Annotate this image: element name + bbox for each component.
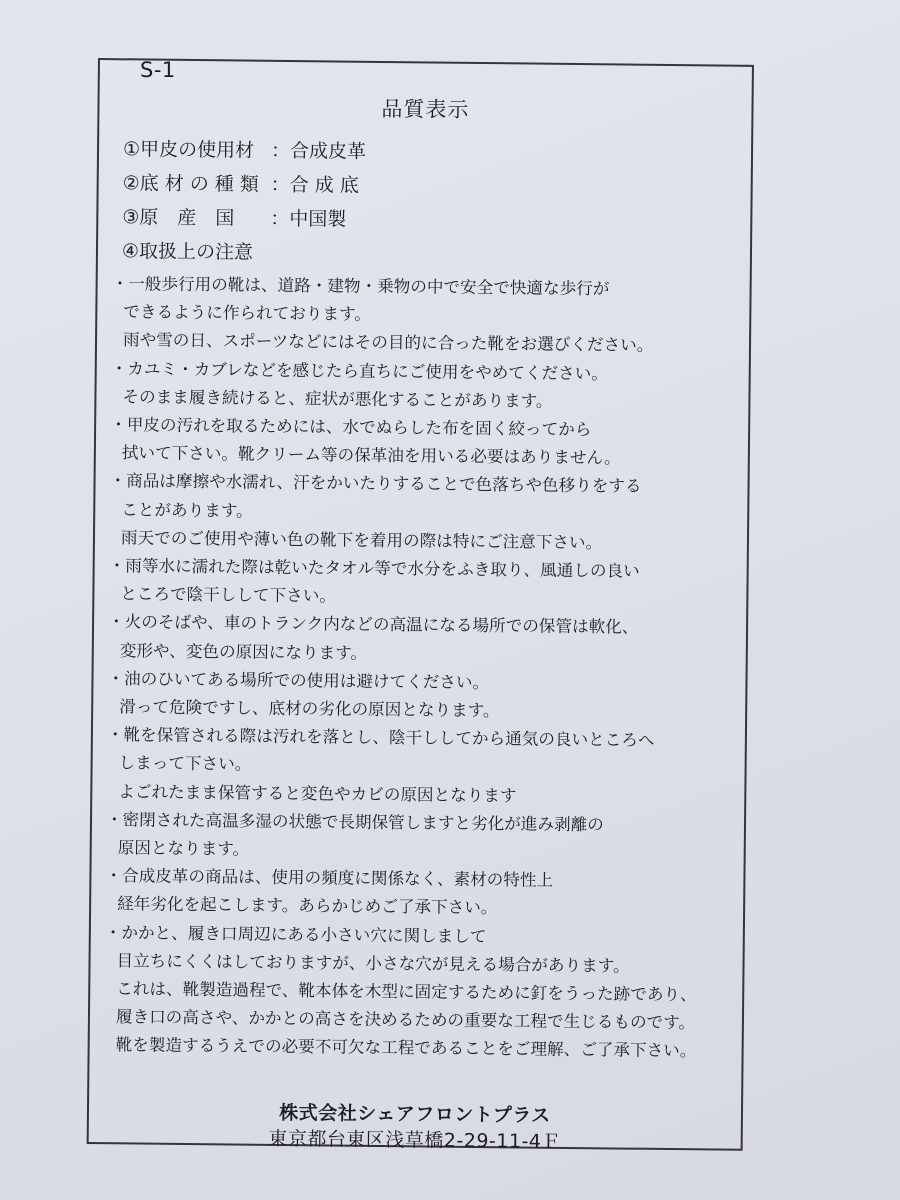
- note-line: しまって下さい。: [118, 753, 252, 775]
- spec-label: ①甲皮の使用材: [122, 138, 255, 162]
- note-line: 履き口の高さや、かかとの高さを決めるための重要な工程で生じるものです。: [115, 1007, 696, 1033]
- note-line: 靴を製造するうえでの必要不可欠な工程であることをご理解、ご了承下さい。: [115, 1035, 697, 1061]
- care-heading: ④取扱上の注意: [121, 240, 254, 264]
- spec-upper-material: [123, 134, 366, 164]
- note-line: ・ 甲皮の汚れを取るためには、水でぬらした布を固く絞ってから: [110, 411, 750, 446]
- note-line: ・ 密閉された高温多湿の状態で長期保管しますと劣化が進み剥離の: [106, 806, 746, 841]
- spec-origin: [122, 202, 346, 231]
- spec-label: ②底 材 の 種 類: [122, 172, 260, 196]
- label-code: S-1: [140, 58, 176, 82]
- quality-label-frame: [87, 58, 754, 1151]
- spec-value: ：中国製: [270, 207, 347, 231]
- note-line: これは、靴製造過程で、靴本体を木型に固定するために釘をうった跡であり、: [116, 979, 697, 1005]
- note-line: 目立ちにくくはしておりますが、小さな穴が見える場合があります。: [116, 951, 630, 976]
- spec-value: ：合 成 底: [270, 173, 359, 197]
- spec-sole-type: [123, 168, 359, 197]
- note-line: ・ 火のそばや、車のトランク内などの高温になる場所での保管は軟化、: [108, 609, 748, 644]
- note-line: 原因となります。: [117, 838, 250, 859]
- note-line: 雨天でのご使用や薄い色の靴下を着用の際は特にご注意下さい。: [120, 528, 603, 553]
- care-notes: [104, 270, 752, 1066]
- label-title: 品質表示: [381, 96, 470, 122]
- note-line: よごれたまま保管すると変色やカビの原因となります: [118, 781, 517, 806]
- note-line: ところで陰干しして下さい。: [120, 584, 337, 606]
- note-line: 滑って危険ですし、底材の劣化の原因となります。: [119, 697, 500, 721]
- note-line: そのまま履き続けると、症状が悪化することがあります。: [122, 387, 553, 411]
- spec-value: ：合成皮革: [270, 139, 367, 163]
- note-line: 拭いて下さい。靴クリーム等の保革油を用いる必要はありません。: [121, 443, 621, 468]
- note-line: ・ 合成皮革の商品は、使用の頻度に関係なく、素材の特性上: [105, 862, 745, 897]
- note-line: ・ カユミ・カブレなどを感じたら直ちにご使用をやめてください。: [111, 355, 751, 390]
- note-line: 変形や、変色の原因になります。: [119, 640, 368, 663]
- note-line: 経年劣化を起こします。あらかじめご了承下さい。: [117, 894, 498, 918]
- company-address: 東京都台東区浅草橋2-29-11-4Ｆ: [268, 1127, 562, 1153]
- note-line: ・ 靴を保管される際は汚れを落とし、陰干ししてから通気の良いところへ: [107, 721, 747, 756]
- note-line: ・ 雨等水に濡れた際は乾いたタオル等で水分をふき取り、風通しの良い: [109, 552, 749, 587]
- note-line: ・ 商品は摩擦や水濡れ、汗をかいたりすることで色落ちや色移りをする: [109, 468, 749, 503]
- note-line: ・ 一般歩行用の靴は、道路・建物・乗物の中で安全で快適な歩行が: [111, 270, 751, 305]
- note-line: できるように作られております。: [123, 302, 372, 325]
- note-line: 雨や雪の日、スポーツなどにはその目的に合った靴をお選びください。: [122, 330, 654, 356]
- company-name: 株式会社シェアフロントプラス: [279, 1101, 551, 1127]
- note-line: ことがあります。: [121, 499, 253, 521]
- note-line: ・ かかと、履き口周辺にある小さい穴に関しまして: [105, 919, 745, 954]
- note-line: ・ 油のひいてある場所での使用は避けてください。: [107, 665, 747, 700]
- spec-label: ③原 産 国: [122, 206, 235, 230]
